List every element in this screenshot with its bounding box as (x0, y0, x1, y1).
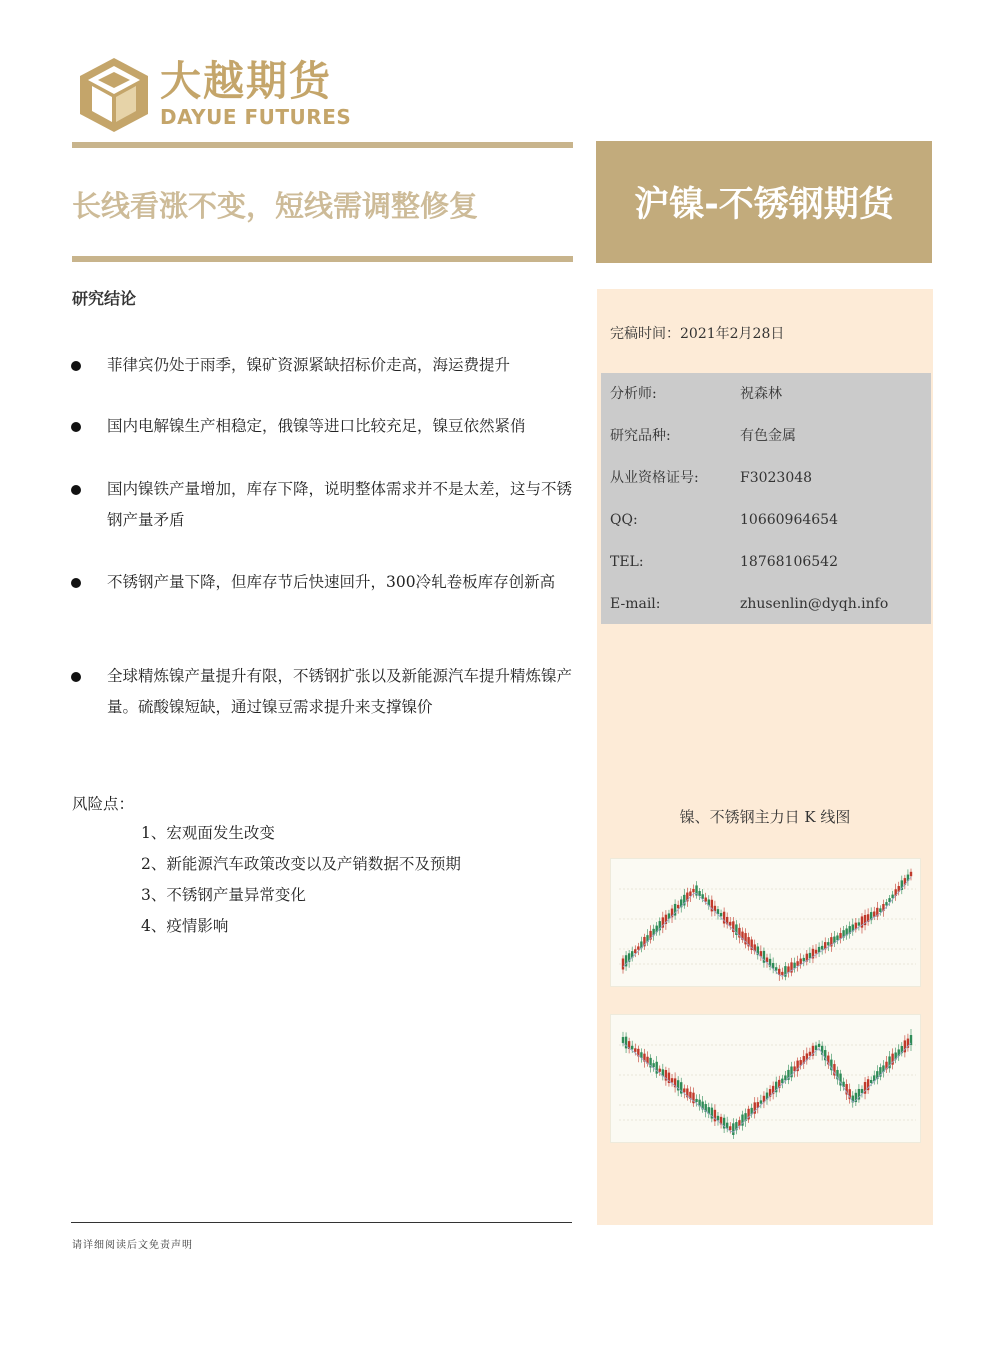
completion-date: 完稿时间：2021年2月28日 (610, 326, 785, 342)
info-value: 18768106542 (740, 554, 838, 570)
conclusion-bullet: 全球精炼镍产量提升有限，不锈钢扩张以及新能源汽车提升精炼镍产量。硫酸镍短缺，通过镍豆需求提升来支撑镍价 (107, 667, 573, 716)
logo-emblem-icon (78, 56, 150, 134)
conclusion-bullet: 国内电解镍生产相稳定，俄镍等进口比较充足，镍豆依然紧俏 (107, 417, 526, 435)
bullet-dot-icon (71, 485, 81, 495)
analyst-info-table (601, 373, 931, 624)
info-key: 研究品种: (610, 428, 671, 444)
risk-item: 4、疫情影响 (141, 917, 229, 935)
info-value: zhusenlin@dyqh.info (740, 596, 889, 612)
info-key: E-mail: (610, 596, 661, 612)
stainless-kline-chart (610, 1014, 921, 1143)
footer-rule (71, 1222, 572, 1223)
bullet-dot-icon (71, 672, 81, 682)
top-rule (72, 142, 573, 148)
headline-rule (72, 256, 573, 262)
info-key: 分析师: (610, 386, 657, 402)
info-row-license (601, 457, 931, 499)
info-row-tel (601, 541, 931, 583)
bullet-dot-icon (71, 422, 81, 432)
info-value: 祝森林 (740, 386, 782, 402)
report-title: 沪镍-不锈钢期货 (634, 185, 894, 225)
logo-name-en: DAYUE FUTURES (160, 105, 352, 129)
bullet-dot-icon (71, 578, 81, 588)
info-row-email (601, 583, 931, 625)
chart-caption: 镍、不锈钢主力日 K 线图 (679, 808, 851, 826)
info-row-category (601, 415, 931, 457)
risk-item: 1、宏观面发生改变 (141, 824, 275, 842)
risk-item: 3、不锈钢产量异常变化 (141, 886, 306, 904)
conclusion-bullet: 不锈钢产量下降，但库存节后快速回升，300冷轧卷板库存创新高 (107, 573, 556, 591)
conclusion-bullet: 菲律宾仍处于雨季，镍矿资源紧缺招标价走高，海运费提升 (107, 356, 511, 374)
info-row-qq (601, 499, 931, 541)
page-headline: 长线看涨不变，短线需调整修复 (72, 189, 479, 223)
info-value: F3023048 (740, 470, 813, 486)
risk-heading: 风险点： (72, 795, 135, 813)
report-title-box (596, 141, 932, 263)
info-row-analyst (601, 373, 931, 415)
info-value: 10660964654 (740, 512, 838, 528)
info-key: TEL: (610, 554, 644, 570)
conclusion-bullet: 国内镍铁产量增加，库存下降，说明整体需求并不是太差，这与不锈钢产量矛盾 (107, 480, 573, 529)
info-key: QQ: (610, 512, 638, 528)
bullet-dot-icon (71, 361, 81, 371)
logo-name-cn: 大越期货 (160, 57, 332, 105)
disclaimer-note: 请详细阅读后文免责声明 (72, 1240, 193, 1251)
info-key: 从业资格证号: (610, 470, 699, 486)
sidebar (597, 289, 933, 1225)
nickel-kline-chart (610, 858, 921, 987)
info-value: 有色金属 (740, 428, 796, 444)
risk-item: 2、新能源汽车政策改变以及产销数据不及预期 (141, 855, 461, 873)
conclusion-heading: 研究结论 (72, 289, 137, 308)
